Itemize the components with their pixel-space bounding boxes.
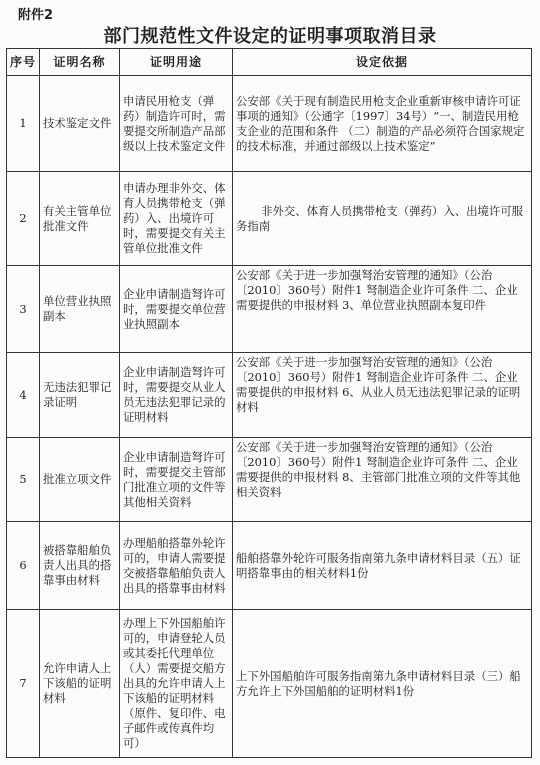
table-row: [7, 610, 532, 758]
row-no: 4: [7, 353, 40, 438]
cancellation-table: [6, 48, 532, 758]
row-use: 企业申请制造弩许可时，需要提交主管部门批准立项的文件等其他相关资料: [120, 438, 233, 522]
table-row: [7, 266, 532, 353]
row-use: 企业申请制造弩许可时，需要提交从业人员无违法犯罪记录的证明材料: [120, 353, 233, 438]
row-use: 办理上下外国船舶许可的，申请登轮人员或其委托代理单位（人）需要提交船方出具的允许申请人上下该船的证明材料（原件、复印件、电子邮件或传真件均可）: [120, 610, 233, 758]
row-name: 有关主管单位批准文件: [40, 172, 120, 266]
table-row: [7, 353, 532, 438]
row-name: 批准立项文件: [40, 438, 120, 522]
row-no: 5: [7, 438, 40, 522]
row-use: 企业申请制造弩许可时，需要提交单位营业执照副本: [120, 266, 233, 353]
table-header-row: [7, 49, 532, 76]
row-basis: 非外交、体育人员携带枪支（弹药）入、出境许可服务指南: [233, 172, 532, 266]
header-basis: 设定依据: [233, 49, 532, 76]
row-no: 1: [7, 76, 40, 172]
row-use: 申请办理非外交、体育人员携带枪支（弹药）入、出境许可时，需要提交有关主管单位批准文件: [120, 172, 233, 266]
row-no: 2: [7, 172, 40, 266]
row-basis: 上下外国船舶许可服务指南第九条申请材料目录（三）船方允许上下外国船舶的证明材料1份: [233, 610, 532, 758]
header-name: 证明名称: [40, 49, 120, 76]
header-use: 证明用途: [120, 49, 233, 76]
row-basis: 公安部《关于现有制造民用枪支企业重新审核申请许可证事项的通知》（公通字〔1997〕34号）“一、制造民用枪支企业的范围和条件 （二）制造的产品必须符合国家规定的技术标准，并通过部级以上技术鉴定”: [233, 76, 532, 172]
row-no: 6: [7, 522, 40, 610]
table-row: [7, 438, 532, 522]
table-row: [7, 522, 532, 610]
row-name: 技术鉴定文件: [40, 76, 120, 172]
row-no: 7: [7, 610, 40, 758]
header-no: 序号: [7, 49, 40, 76]
row-name: 被搭靠船舶负责人出具的搭靠事由材料: [40, 522, 120, 610]
row-no: 3: [7, 266, 40, 353]
page-title: 部门规范性文件设定的证明事项取消目录: [103, 26, 437, 47]
row-basis: 公安部《关于进一步加强弩治安管理的通知》（公治〔2010〕360号）附件1 弩制造企业许可条件 二、企业需要提供的申报材料 8、主管部门批准立项的文件等其他相关资料: [233, 438, 532, 522]
attachment-label: 附件2: [18, 8, 54, 23]
row-basis: 公安部《关于进一步加强弩治安管理的通知》（公治〔2010〕360号）附件1 弩制造企业许可条件 二、企业需要提供的申报材料 3、单位营业执照副本复印件: [233, 266, 532, 353]
row-basis: 船舶搭靠外轮许可服务指南第九条申请材料目录（五）证明搭靠事由的相关材料1份: [233, 522, 532, 610]
row-use: 申请民用枪支（弹药）制造许可时，需要提交所制造产品部级以上技术鉴定文件: [120, 76, 233, 172]
row-name: 无违法犯罪记录证明: [40, 353, 120, 438]
row-name: 单位营业执照副本: [40, 266, 120, 353]
row-use: 办理船舶搭靠外轮许可的，申请人需要提交被搭靠船舶负责人出具的搭靠事由材料: [120, 522, 233, 610]
row-basis: 公安部《关于进一步加强弩治安管理的通知》（公治〔2010〕360号）附件1 弩制造企业许可条件 二、企业需要提供的申报材料 6、从业人员无违法犯罪记录的证明材料: [233, 353, 532, 438]
table-row: [7, 172, 532, 266]
row-name: 允许申请人上下该船的证明材料: [40, 610, 120, 758]
table-row: [7, 76, 532, 172]
